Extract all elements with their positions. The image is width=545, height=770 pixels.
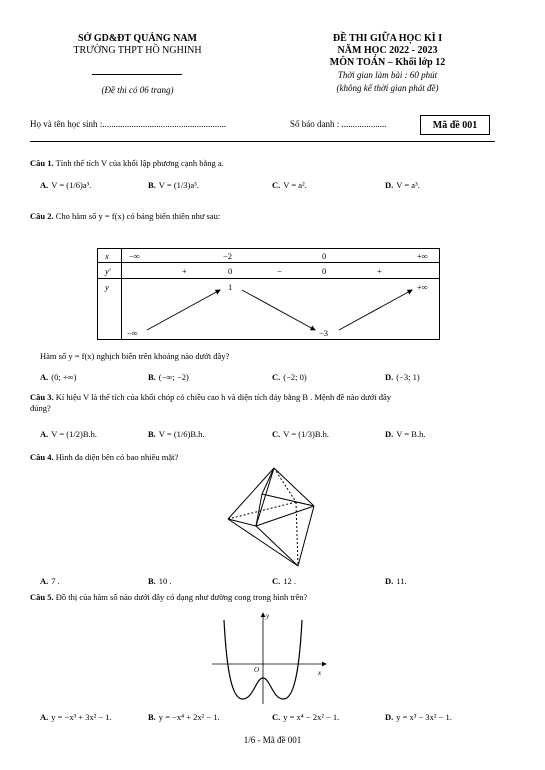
table-y-neg-inf: −∞ [127, 328, 138, 338]
pages-note: (Đề thi có 06 trang) [101, 85, 174, 95]
exam-code-box: Mã đề 001 [420, 115, 490, 135]
q4-text: Hình đa diện bên có bao nhiêu mặt? [55, 452, 179, 462]
q3-text: Kí hiệu V là thể tích của khối chóp có chiều cao h và diện tích đáy bằng B . Mệnh đề nào dưới đây [55, 392, 391, 402]
q1-stem [30, 158, 224, 168]
header-divider [92, 74, 182, 75]
table-x-zero: 0 [322, 251, 327, 261]
q2-ask: Hàm số y = f(x) nghịch biến trên khoảng nào dưới đây? [40, 351, 230, 361]
y-axis-label: y [266, 612, 270, 620]
table-x-label: x [105, 251, 109, 261]
table-yprime-plus-2: + [377, 266, 382, 276]
q5-option-b[interactable]: B. y = −x⁴ + 2x² − 1. [148, 712, 220, 722]
q4-label: Câu 4. [30, 452, 54, 462]
table-yprime-zero-1: 0 [228, 266, 233, 276]
q2-text: Cho hàm số y = f(x) có bảng biến thiên như sau: [55, 211, 221, 221]
q3-label: Câu 3. [30, 392, 54, 402]
x-axis-label: x [318, 669, 322, 677]
q3-text-cont: đúng? [30, 403, 51, 413]
q4-option-c[interactable]: C. 12 . [272, 576, 297, 586]
q1-label: Câu 1. [30, 158, 54, 168]
table-y-min: −3 [319, 328, 329, 338]
arrow-decrease [242, 290, 315, 330]
q2-option-a[interactable]: A. (0; +∞) [40, 372, 77, 382]
school-year: NĂM HỌC 2022 - 2023 [337, 45, 438, 56]
q1-text: Tính thể tích V của khối lập phương cạnh bằng a. [55, 158, 224, 168]
q3-option-c[interactable]: C. V = (1/3)B.h. [272, 429, 329, 439]
q2-option-c[interactable]: C. (−2; 0) [272, 372, 307, 382]
table-yprime-zero-2: 0 [322, 266, 327, 276]
student-name-field: Họ và tên học sinh :....................................................... [30, 119, 226, 129]
q2-option-d[interactable]: D. (−3; 1) [385, 372, 420, 382]
table-y-max: 1 [228, 282, 233, 292]
table-x-pos-inf: +∞ [417, 251, 428, 261]
arrow-increase-1 [147, 290, 220, 330]
q4-stem [30, 452, 178, 462]
exam-title: ĐỀ THI GIỮA HỌC KÌ I [332, 33, 443, 44]
table-x-minus-2: −2 [223, 251, 233, 261]
q3-option-b[interactable]: B. V = (1/6)B.h. [148, 429, 205, 439]
q4-option-d[interactable]: D. 11. [385, 576, 407, 586]
q5-option-d[interactable]: D. y = x³ − 3x² − 1. [385, 712, 452, 722]
q2-label: Câu 2. [30, 211, 54, 221]
table-y-pos-inf: +∞ [417, 282, 428, 292]
arrow-increase-2 [339, 290, 412, 330]
q5-text: Đồ thị của hàm số nào dưới đây có dạng như đường cong trong hình trên? [55, 592, 308, 602]
subject: MÔN TOÁN – Khối lớp 12 [329, 57, 446, 68]
polyhedron-figure [222, 464, 326, 572]
page-footer: 1/6 - Mã đề 001 [243, 735, 302, 745]
q3-option-a[interactable]: A. V = (1/2)B.h. [40, 429, 97, 439]
table-yprime-label: y' [105, 266, 111, 276]
q3-option-d[interactable]: D. V = B.h. [385, 429, 426, 439]
origin-label: O [254, 666, 260, 674]
q3-stem [30, 392, 391, 402]
school-name: TRƯỜNG THPT HỒ NGHINH [73, 45, 202, 56]
q5-option-a[interactable]: A. y = −x³ + 3x² − 1. [40, 712, 112, 722]
table-yprime-minus: − [277, 266, 282, 276]
department-name: SỞ GD&ĐT QUẢNG NAM [78, 33, 197, 44]
variation-table [97, 248, 440, 340]
q1-option-c[interactable]: C. V = a². [272, 180, 307, 190]
q5-option-c[interactable]: C. y = x⁴ − 2x² − 1. [272, 712, 340, 722]
time-note: (không kể thời gian phát đề) [336, 83, 439, 93]
q1-option-b[interactable]: B. V = (1/3)a³. [148, 180, 199, 190]
header-rule [30, 141, 495, 142]
q1-option-d[interactable]: D. V = a³. [385, 180, 420, 190]
time-limit: Thời gian làm bài : 60 phút [337, 70, 438, 80]
function-graph [208, 608, 332, 706]
q4-option-b[interactable]: B. 10 . [148, 576, 172, 586]
q5-label: Câu 5. [30, 592, 54, 602]
q2-stem [30, 211, 220, 221]
q4-option-a[interactable]: A. 7 . [40, 576, 60, 586]
student-id-field: Số báo danh : .................... [290, 119, 387, 129]
table-y-label: y [105, 282, 109, 292]
q5-stem [30, 592, 307, 602]
table-x-neg-inf: −∞ [129, 251, 140, 261]
table-yprime-plus-1: + [182, 266, 187, 276]
q2-option-b[interactable]: B. (−∞; −2) [148, 372, 189, 382]
q1-option-a[interactable]: A. V = (1/6)a³. [40, 180, 92, 190]
